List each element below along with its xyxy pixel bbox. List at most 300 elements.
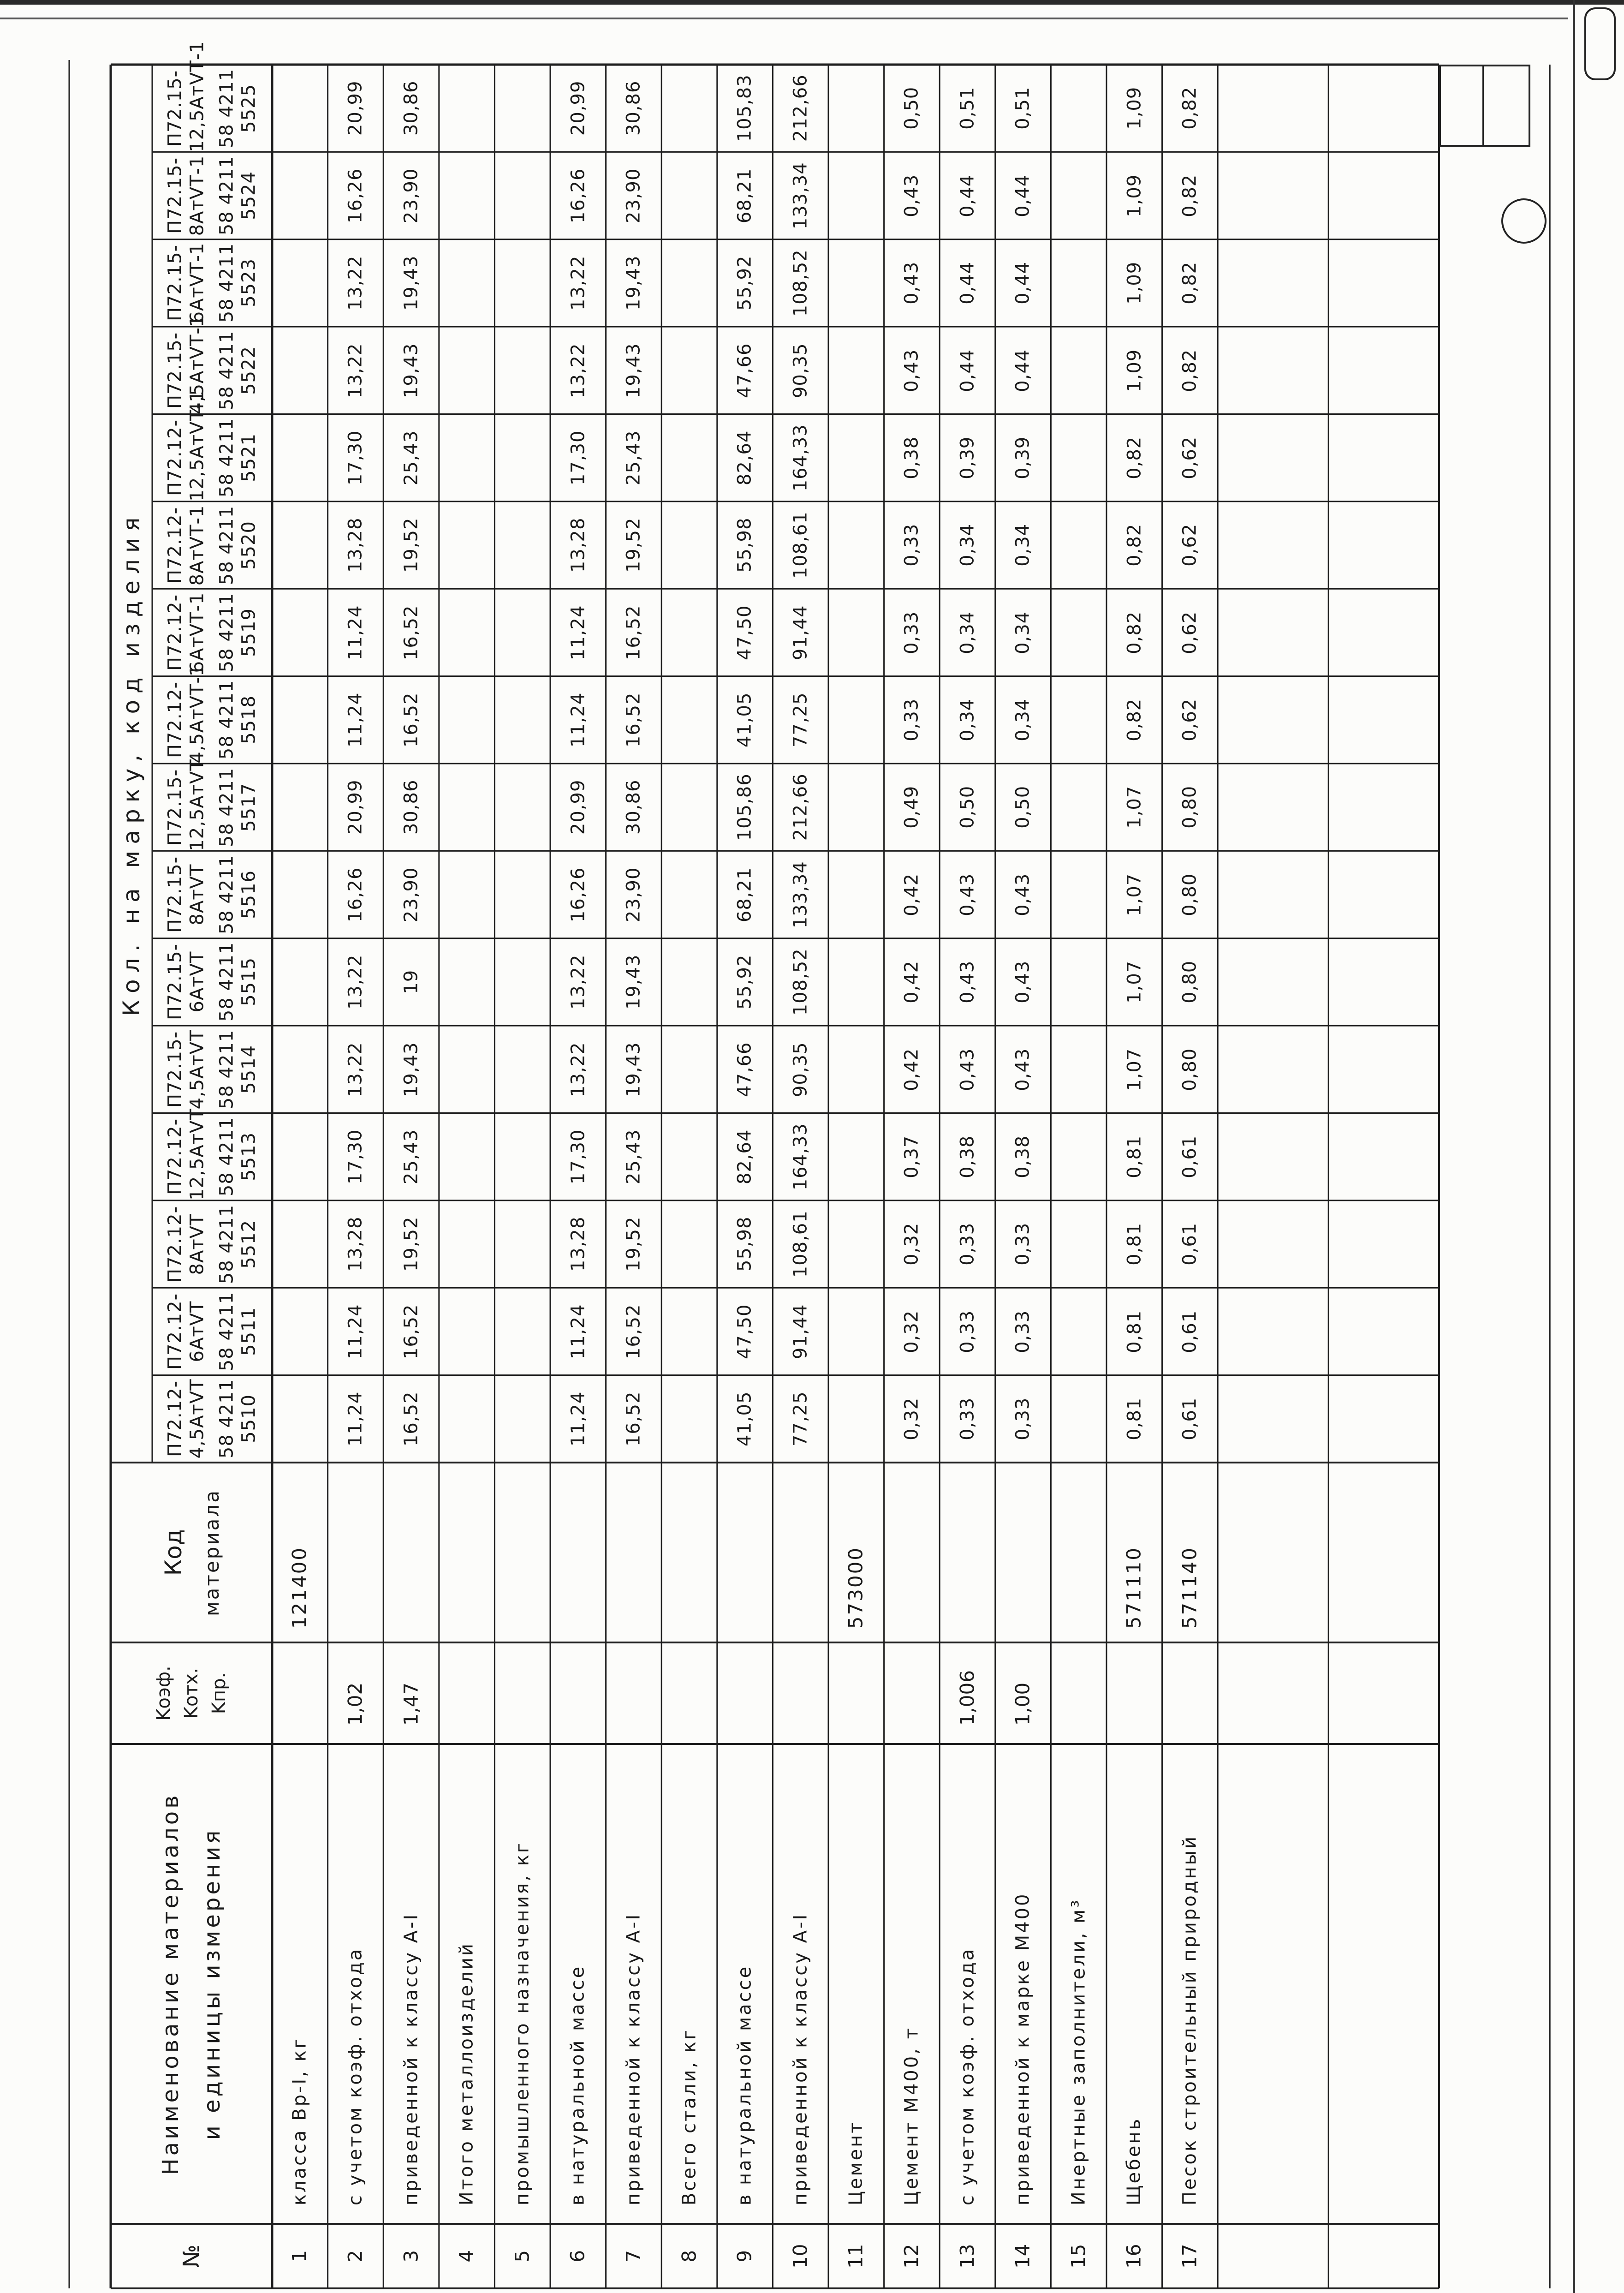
table-cell: 19	[400, 969, 422, 994]
row-number: 10	[789, 2244, 812, 2269]
material-code-title: Код	[160, 1529, 187, 1576]
row-material-code	[717, 1463, 773, 1642]
table-cell	[272, 414, 328, 502]
table-cell: 0,33	[901, 698, 922, 741]
table-cell	[828, 502, 884, 589]
table-cell	[439, 1200, 495, 1288]
table-cell	[661, 152, 717, 239]
table-cell: 30,86	[623, 80, 644, 136]
table-cell	[494, 239, 550, 327]
column-mark: П72.12-12,5АтVТ-1	[165, 390, 208, 502]
table-cell	[828, 676, 884, 764]
row-number: 15	[1067, 2244, 1090, 2269]
table-cell	[661, 589, 717, 676]
row-number: 3	[399, 2250, 422, 2263]
row-coef	[1051, 1642, 1106, 1744]
table-cell: 19,52	[400, 1216, 422, 1272]
row-name: с учетом коэф. отхода	[345, 1947, 366, 2205]
table-cell	[272, 152, 328, 239]
table-cell	[494, 938, 550, 1026]
table-cell	[1051, 65, 1106, 152]
column-header	[152, 502, 272, 589]
doc-sub-code	[1490, 295, 1531, 434]
table-cell: 0,43	[901, 174, 922, 217]
material-code-subtitle: материала	[200, 1489, 223, 1617]
table-cell	[1051, 152, 1106, 239]
table-cell: 16,26	[345, 168, 366, 223]
table-cell: 13,22	[345, 954, 366, 1010]
table-cell	[661, 676, 717, 764]
table-cell: 19,43	[623, 255, 644, 311]
column-mark: П72.15-12,5АтVТ	[165, 758, 208, 851]
column-header	[152, 152, 272, 239]
table-cell: 13,22	[345, 1042, 366, 1097]
table-cell	[494, 1113, 550, 1200]
table-cell: 0,82	[1179, 349, 1201, 392]
column-mark: П72.15-6АтVТ	[165, 943, 208, 1021]
table-cell	[272, 65, 328, 152]
table-cell: 41,05	[734, 1391, 755, 1447]
table-cell: 0,50	[901, 87, 922, 130]
table-cell: 23,90	[623, 867, 644, 922]
table-cell: 0,82	[1179, 87, 1201, 130]
column-header	[152, 40, 272, 152]
table-cell: 20,99	[567, 779, 589, 835]
table-cell	[439, 676, 495, 764]
row-coef	[1106, 1642, 1162, 1744]
column-header	[152, 938, 272, 1026]
column-header	[152, 1026, 272, 1113]
name-header	[111, 1744, 272, 2224]
table-cell	[1051, 1200, 1106, 1288]
table-cell: 47,66	[734, 1042, 755, 1097]
row-material-code	[494, 1463, 550, 1642]
table-cell: 0,43	[1012, 873, 1034, 916]
coef-header-line: Kпр.	[208, 1672, 230, 1714]
row-name: Цемент М400, т	[901, 2026, 922, 2205]
group-label: Кол. на марку, код изделия	[118, 511, 145, 1016]
table-cell	[272, 938, 328, 1026]
column-mark: П72.15-12,5АтVТ-1	[165, 40, 208, 152]
table-cell: 11,24	[567, 1304, 589, 1359]
row-material-code	[995, 1463, 1051, 1642]
table-cell: 0,32	[901, 1310, 922, 1353]
row-material-code	[328, 1463, 384, 1642]
table-cell	[1051, 764, 1106, 851]
table-cell: 16,52	[400, 692, 422, 748]
table-cell: 212,66	[790, 773, 811, 841]
table-cell	[494, 502, 550, 589]
row-coef	[1162, 1642, 1218, 1744]
table-cell	[439, 152, 495, 239]
row-material-code	[550, 1463, 606, 1642]
row-material-code	[383, 1463, 439, 1642]
row-coef	[272, 1642, 328, 1744]
table-cell: 11,24	[567, 692, 589, 748]
table-cell: 20,99	[345, 80, 366, 136]
column-header	[152, 315, 272, 414]
table-cell: 133,34	[790, 162, 811, 230]
column-mark: П72.12-4,5АтVТ	[165, 1379, 208, 1459]
table-cell: 13,22	[345, 343, 366, 398]
column-code: 58 4211 5513	[216, 1117, 260, 1197]
column-header	[152, 758, 272, 851]
column-mark: П72.12-4,5АтVТ-1	[165, 664, 208, 764]
row-name: промышленного назначения, кг	[512, 1841, 533, 2205]
table-cell	[439, 327, 495, 414]
material-code-header	[111, 1463, 272, 1642]
row-material-code	[439, 1463, 495, 1642]
column-header	[152, 1200, 272, 1288]
table-cell	[661, 239, 717, 327]
table-cell: 16,52	[400, 605, 422, 660]
table-cell	[494, 676, 550, 764]
table-cell	[272, 1375, 328, 1463]
table-cell	[494, 851, 550, 938]
table-cell	[272, 676, 328, 764]
table-cell: 16,52	[623, 1391, 644, 1447]
table-cell: 23,90	[400, 168, 422, 223]
row-coef	[661, 1642, 717, 1744]
table-cell: 16,52	[623, 692, 644, 748]
table-cell: 0,38	[901, 436, 922, 479]
table-cell: 25,43	[623, 1129, 644, 1184]
table-cell: 0,43	[901, 349, 922, 392]
row-number: 13	[956, 2244, 979, 2269]
table-cell: 0,44	[957, 349, 978, 392]
table-cell: 0,33	[957, 1397, 978, 1440]
table-cell	[661, 851, 717, 938]
table-cell	[828, 851, 884, 938]
table-cell: 19,43	[623, 1042, 644, 1097]
column-mark: П72.15-8АтVТ-1	[165, 155, 208, 236]
table-cell	[828, 1288, 884, 1375]
table-cell: 0,42	[901, 960, 922, 1003]
table-cell	[439, 764, 495, 851]
table-cell: 0,81	[1124, 1310, 1145, 1353]
corner-number	[1501, 198, 1547, 244]
table-cell: 55,98	[734, 517, 755, 573]
row-coef: 1,00	[1011, 1682, 1034, 1726]
table-cell: 1,07	[1124, 960, 1145, 1003]
table-cell: 0,33	[1012, 1223, 1034, 1266]
column-mark: П72.12-6АтVТ-1	[165, 592, 208, 673]
row-name: Цемент	[845, 2120, 867, 2205]
table-cell	[828, 152, 884, 239]
table-cell	[828, 764, 884, 851]
table-cell	[828, 1113, 884, 1200]
table-cell: 30,86	[623, 779, 644, 835]
table-cell: 19,52	[400, 517, 422, 573]
row-coef	[494, 1642, 550, 1744]
table-cell: 0,61	[1179, 1135, 1201, 1178]
table-cell	[661, 1375, 717, 1463]
table-cell: 16,52	[623, 1304, 644, 1359]
table-cell: 0,81	[1124, 1397, 1145, 1440]
table-cell: 30,86	[400, 80, 422, 136]
row-coef	[606, 1642, 662, 1744]
row-name: Итого металлоизделий	[456, 1941, 477, 2205]
table-cell: 55,98	[734, 1216, 755, 1272]
table-cell	[439, 1113, 495, 1200]
table-cell: 0,43	[1012, 1048, 1034, 1091]
table-cell: 19,43	[400, 255, 422, 311]
table-cell: 11,24	[345, 1391, 366, 1447]
table-cell: 108,52	[790, 249, 811, 317]
table-cell: 1,07	[1124, 1048, 1145, 1091]
doc-code	[1374, 258, 1467, 789]
row-number: 11	[845, 2244, 868, 2269]
table-cell: 0,80	[1179, 1048, 1201, 1091]
table-cell: 0,43	[1012, 960, 1034, 1003]
table-cell	[661, 1113, 717, 1200]
row-number: 7	[622, 2250, 645, 2263]
column-mark: П72.15-4,5АтVТ-1	[165, 315, 208, 414]
table-cell: 0,34	[1012, 698, 1034, 741]
table-cell: 20,99	[345, 779, 366, 835]
table-cell	[661, 1288, 717, 1375]
table-cell: 0,80	[1179, 960, 1201, 1003]
coef-header-line: Kоэф.	[153, 1666, 174, 1721]
table-cell: 11,24	[567, 605, 589, 660]
table-cell: 68,21	[734, 867, 755, 922]
table-cell: 0,82	[1124, 611, 1145, 654]
table-cell	[272, 851, 328, 938]
table-cell: 19,43	[400, 343, 422, 398]
table-cell	[439, 1026, 495, 1113]
column-header	[152, 1108, 272, 1200]
table-cell	[439, 65, 495, 152]
table-cell: 17,30	[345, 1129, 366, 1184]
table-cell: 13,22	[567, 343, 589, 398]
table-cell: 25,43	[623, 430, 644, 485]
table-cell: 0,82	[1179, 174, 1201, 217]
table-cell: 0,34	[957, 524, 978, 567]
row-material-code: 573000	[845, 1546, 868, 1629]
table-cell: 13,28	[345, 1216, 366, 1272]
table-cell: 91,44	[790, 1304, 811, 1359]
table-cell	[494, 65, 550, 152]
name-header-line1: Наименование материалов	[158, 1792, 184, 2175]
table-cell	[828, 65, 884, 152]
row-number: 12	[900, 2244, 923, 2269]
table-cell: 55,92	[734, 255, 755, 311]
table-cell	[494, 589, 550, 676]
table-cell: 1,09	[1124, 349, 1145, 392]
table-cell	[828, 589, 884, 676]
column-mark: П72.12-6АтVТ	[165, 1293, 208, 1370]
table-cell: 0,39	[957, 436, 978, 479]
table-cell	[828, 239, 884, 327]
table-cell: 0,80	[1179, 873, 1201, 916]
row-coef	[884, 1642, 940, 1744]
table-cell: 0,62	[1179, 611, 1201, 654]
table-cell: 41,05	[734, 692, 755, 748]
table-cell: 11,24	[567, 1391, 589, 1447]
table-cell	[494, 414, 550, 502]
table-cell: 0,43	[957, 873, 978, 916]
table-cell	[272, 327, 328, 414]
row-number: 2	[344, 2250, 367, 2263]
row-coef	[439, 1642, 495, 1744]
column-code: 58 4211 5523	[216, 243, 260, 323]
coef-header-line: Kотх.	[181, 1667, 202, 1719]
table-cell: 0,38	[1012, 1135, 1034, 1178]
column-header	[152, 239, 272, 327]
table-cell: 23,90	[400, 867, 422, 922]
table-cell: 13,22	[567, 954, 589, 1010]
table-cell	[272, 1026, 328, 1113]
row-number: 6	[566, 2250, 589, 2263]
table-cell: 0,62	[1179, 698, 1201, 741]
table-cell: 0,32	[901, 1397, 922, 1440]
table-cell	[1051, 1113, 1106, 1200]
row-coef	[828, 1642, 884, 1744]
table-cell: 19,43	[400, 1042, 422, 1097]
table-cell	[828, 1026, 884, 1113]
table-cell	[494, 764, 550, 851]
row-name: приведенной к марке М400	[1012, 1892, 1034, 2205]
table-cell: 68,21	[734, 168, 755, 223]
table-cell	[272, 239, 328, 327]
table-cell: 108,61	[790, 1210, 811, 1278]
table-cell: 11,24	[345, 1304, 366, 1359]
table-cell	[439, 938, 495, 1026]
table-cell: 82,64	[734, 1129, 755, 1184]
table-cell: 0,34	[957, 698, 978, 741]
table-cell	[661, 65, 717, 152]
row-number: 5	[511, 2250, 534, 2263]
table-cell: 82,64	[734, 430, 755, 485]
column-code: 58 4211 5511	[216, 1291, 260, 1372]
table-cell	[494, 1026, 550, 1113]
table-cell: 11,24	[345, 605, 366, 660]
table-cell	[439, 1288, 495, 1375]
column-mark: П72.15-6АтVТ-1	[165, 243, 208, 323]
row-number: 1	[288, 2250, 311, 2263]
table-cell: 0,51	[957, 87, 978, 130]
table-cell	[272, 1288, 328, 1375]
column-mark: П72.12-8АтVТ	[165, 1206, 208, 1283]
table-cell: 13,22	[567, 255, 589, 311]
table-cell: 0,49	[901, 786, 922, 829]
row-number: 4	[455, 2250, 478, 2263]
row-number: 9	[733, 2250, 756, 2263]
table-cell	[1051, 851, 1106, 938]
table-cell: 105,86	[734, 773, 755, 841]
table-cell: 11,24	[345, 692, 366, 748]
table-cell: 108,52	[790, 948, 811, 1016]
name-header-line2: и единицы измерения	[199, 1827, 225, 2140]
column-mark: П72.15-8АтVТ	[165, 856, 208, 933]
table-cell	[661, 764, 717, 851]
table-cell	[828, 414, 884, 502]
table-cell	[661, 327, 717, 414]
table-cell: 0,38	[957, 1135, 978, 1178]
row-name: с учетом коэф. отхода	[957, 1947, 978, 2205]
table-cell	[494, 1288, 550, 1375]
table-cell: 25,43	[400, 430, 422, 485]
column-code: 58 4211 5524	[216, 155, 260, 236]
column-code: 58 4211 5515	[216, 942, 260, 1022]
table-cell: 16,26	[567, 867, 589, 922]
table-cell: 13,28	[567, 517, 589, 573]
table-cell: 0,81	[1124, 1135, 1145, 1178]
table-cell: 0,82	[1124, 436, 1145, 479]
table-cell: 91,44	[790, 605, 811, 660]
table-cell: 0,61	[1179, 1397, 1201, 1440]
column-code: 58 4211 5510	[216, 1379, 260, 1459]
table-cell: 0,34	[957, 611, 978, 654]
table-cell	[439, 1375, 495, 1463]
table-cell: 0,43	[957, 960, 978, 1003]
table-cell	[1051, 239, 1106, 327]
row-material-code: 121400	[288, 1546, 311, 1629]
table-cell	[439, 851, 495, 938]
column-mark: П72.15-4,5АтVТ	[165, 1029, 208, 1110]
num-header: №	[178, 2245, 204, 2268]
row-material-code: 571140	[1178, 1546, 1201, 1629]
row-material-code	[773, 1463, 828, 1642]
table-cell: 0,39	[1012, 436, 1034, 479]
table-cell	[439, 239, 495, 327]
table-cell	[828, 327, 884, 414]
table-cell	[272, 502, 328, 589]
row-coef	[717, 1642, 773, 1744]
table-cell	[494, 327, 550, 414]
table-cell: 0,33	[957, 1310, 978, 1353]
table-cell	[439, 502, 495, 589]
table-cell: 19,52	[623, 1216, 644, 1272]
table-cell: 19,43	[623, 954, 644, 1010]
table-cell: 0,42	[901, 1048, 922, 1091]
table-cell	[1051, 327, 1106, 414]
column-code: 58 4211 5512	[216, 1204, 260, 1284]
table-cell: 77,25	[790, 692, 811, 748]
table-cell: 90,35	[790, 1042, 811, 1097]
column-code: 58 4211 5521	[216, 418, 260, 498]
column-code: 58 4211 5525	[216, 68, 260, 148]
table-cell	[439, 589, 495, 676]
table-cell	[1051, 676, 1106, 764]
table-cell: 0,82	[1124, 524, 1145, 567]
table-cell: 0,33	[901, 524, 922, 567]
table-cell	[439, 414, 495, 502]
table-cell: 1,09	[1124, 87, 1145, 130]
table-cell	[661, 1200, 717, 1288]
table-cell: 0,44	[1012, 174, 1034, 217]
row-name: Песок строительный природный	[1179, 1834, 1201, 2205]
table-cell	[1051, 414, 1106, 502]
column-mark: П72.12-8АтVТ-1	[165, 505, 208, 585]
table-cell: 13,28	[567, 1216, 589, 1272]
table-cell: 16,26	[567, 168, 589, 223]
table-cell: 16,52	[623, 605, 644, 660]
table-cell	[1051, 1026, 1106, 1113]
row-name: приведенной к классу А-I	[790, 1912, 811, 2205]
column-header	[152, 589, 272, 676]
column-header	[152, 390, 272, 502]
table-cell: 16,26	[345, 867, 366, 922]
table-cell: 0,33	[957, 1223, 978, 1266]
table-cell: 47,50	[734, 1304, 755, 1359]
row-coef	[550, 1642, 606, 1744]
table-cell	[661, 938, 717, 1026]
column-code: 58 4211 5514	[216, 1029, 260, 1110]
table-cell: 47,66	[734, 343, 755, 398]
column-code: 58 4211 5522	[216, 330, 260, 411]
row-material-code	[606, 1463, 662, 1642]
